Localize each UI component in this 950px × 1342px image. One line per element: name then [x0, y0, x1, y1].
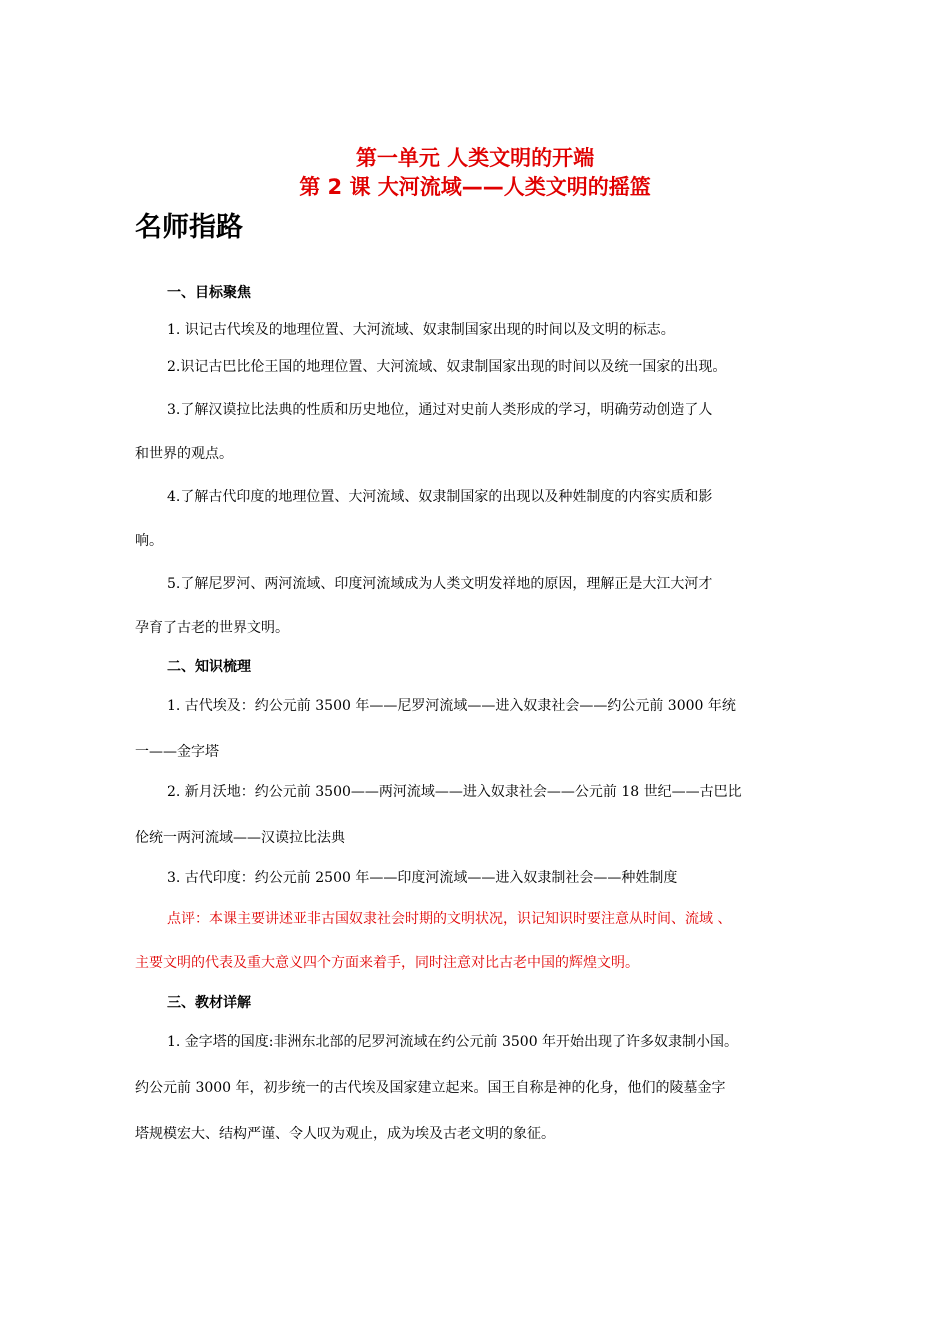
paragraph-line: 2. 新月沃地：约公元前 3500——两河流域——进入奴隶社会——公元前 18 世纪——古巴比 [167, 784, 742, 800]
main-heading: 名师指路 [135, 212, 243, 243]
paragraph-line: 1. 识记古代埃及的地理位置、大河流域、奴隶制国家出现的时间以及文明的标志。 [167, 322, 675, 338]
paragraph-line: 约公元前 3000 年，初步统一的古代埃及国家建立起来。国王自称是神的化身，他们的陵墓金字 [135, 1080, 726, 1096]
paragraph-line: 3. 古代印度：约公元前 2500 年——印度河流域——进入奴隶制社会——种姓制度 [167, 870, 678, 886]
paragraph-line: 一——金字塔 [135, 744, 219, 760]
paragraph-line: 3.了解汉谟拉比法典的性质和历史地位，通过对史前人类形成的学习，明确劳动创造了人 [167, 402, 713, 418]
paragraph-line: 1. 古代埃及：约公元前 3500 年——尼罗河流域——进入奴隶社会——约公元前 3000 年统 [167, 698, 736, 714]
paragraph-line: 和世界的观点。 [135, 446, 233, 462]
comment-line: 点评：本课主要讲述亚非古国奴隶社会时期的文明状况，识记知识时要注意从时间、流域 、 [167, 911, 732, 927]
paragraph-line: 5.了解尼罗河、两河流域、印度河流域成为人类文明发祥地的原因，理解正是大江大河才 [167, 576, 713, 592]
paragraph-line: 响。 [135, 533, 163, 549]
paragraph-line: 1. 金字塔的国度:非洲东北部的尼罗河流域在约公元前 3500 年开始出现了许多奴隶制小国。 [167, 1034, 739, 1050]
comment-line: 主要文明的代表及重大意义四个方面来着手，同时注意对比古老中国的辉煌文明。 [135, 955, 639, 971]
lesson-title: 第 2 课 大河流域——人类文明的摇篮 [299, 175, 651, 199]
section-heading-textbook: 三、教材详解 [167, 995, 251, 1011]
section-heading-knowledge: 二、知识梳理 [167, 659, 251, 675]
paragraph-line: 伦统一两河流域——汉谟拉比法典 [135, 830, 345, 846]
paragraph-line: 2.识记古巴比伦王国的地理位置、大河流域、奴隶制国家出现的时间以及统一国家的出现。 [167, 359, 727, 375]
unit-title: 第一单元 人类文明的开端 [355, 146, 595, 170]
paragraph-line: 孕育了古老的世界文明。 [135, 620, 289, 636]
section-heading-goals: 一、目标聚焦 [167, 285, 251, 301]
paragraph-line: 塔规模宏大、结构严谨、令人叹为观止，成为埃及古老文明的象征。 [135, 1126, 555, 1142]
paragraph-line: 4.了解古代印度的地理位置、大河流域、奴隶制国家的出现以及种姓制度的内容实质和影 [167, 489, 713, 505]
